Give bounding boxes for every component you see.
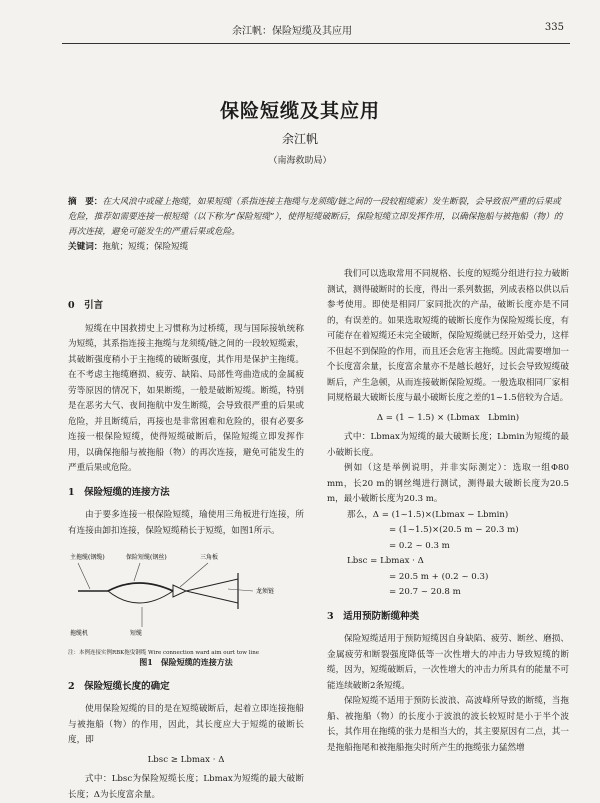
calc-line: = 20.7 ~ 20.8 m — [389, 587, 461, 597]
calc-line: = (1~1.5)×(20.5 m − 20.3 m) — [389, 525, 519, 535]
label-short: 短缆 — [130, 630, 143, 637]
calc-line: = 0.2 ~ 0.3 m — [389, 540, 450, 551]
equation: Δ = (1 ~ 1.5) × (Lbmax Lbmin) — [376, 412, 520, 423]
header-rule — [62, 43, 570, 44]
section-heading: 3 适用预防断缆种类 — [327, 610, 420, 622]
calc-line: = 20.5 m + (0.2 ~ 0.3) — [389, 571, 489, 582]
abstract — [68, 195, 568, 240]
paragraph: 例如（这是举例说明，并非实际测定）：选取一组Φ80 mm，长20 m的钢丝绳进行测试，测得最大破断长度为20.5 m，最小破断长度为20.3 m。 — [327, 463, 569, 504]
leader-line — [134, 563, 140, 581]
figure-1 — [68, 543, 304, 656]
keywords-text: 拖航；短缆；保险短缆 — [102, 242, 189, 252]
label-winch: 拖缆机 — [70, 630, 89, 637]
abstract-text: 在大风浪中或碰上拖缆，如果短缆（系指连接主拖缆与龙须缆/链之间的一段较粗缆索）发生断裂，会导致很严重的后果或危险，推荐如需要连接一根短缆（以下称为“保险短缆”），使得短缆破断后，保险短缆立即发挥作用，以确保拖船与被拖船（物）的再次连接，避免可能发生的严重后果或危险。 — [68, 197, 563, 237]
paragraph: 使用保险短缆的目的是在短缆破断后，起着立即连接拖船与被拖船（物）的作用，因此，其长度应大于短缆的破断长度，即 — [68, 704, 304, 745]
leader-line — [180, 563, 208, 587]
paragraph: 保险短缆适用于预防短缆因自身缺陷、疲劳、断丝、磨损、金属疲劳和断裂强度降低等一次性增大的冲击力导致短缆的断缆，因为，短缆破断后，一次性增大的冲击力所具有的能量不可能连续破断2条短缆。 — [327, 634, 569, 691]
right-column — [327, 267, 569, 756]
label-chain: 龙须链 — [256, 588, 275, 595]
keywords — [68, 240, 568, 252]
paragraph: 短缆在中国救捞史上习惯称为过桥缆，现与国际接轨统称为短缆，其系指连接主拖缆与龙须缆/链之间的一段较短缆索，其破断强度稍小于主拖缆的破断强度，其作用是保护主拖缆。在不考虑主拖缆磨损、疲劳、缺陷、局部性弯曲造成的金属疲劳等原因的情况下，如果断缆，一般是破断短缆。断缆，特别是在恶劣大气、夜间拖航中发生断缆，会导致很严重的后果或危险，并且断缆后，再接也是非常困难和危险的，很有必要多连接一根保险短缆，使得短缆破断后，保险短缆立即发挥作用，以确保拖船与被拖船（物）的再次连接，避免可能发生的严重后果或危险。 — [68, 323, 304, 473]
leader-line — [228, 589, 253, 591]
figure-diagram — [68, 543, 304, 639]
paper-title: 保险短缆及其应用 — [219, 100, 380, 122]
author: 余江帆 — [281, 132, 318, 146]
calc-line: Lbsc = Lbmax · Δ — [347, 556, 424, 566]
running-header — [0, 20, 600, 38]
label-main: 主拖缆(钢缆) — [70, 554, 105, 561]
left-column — [68, 290, 304, 803]
keywords-label: 关键词： — [68, 242, 103, 252]
paragraph: 由于要多连接一根保险短缆，瑜使用三角板进行连接，所有连接由卸扣连接，保险短缆稍长于短缆，如图1所示。 — [68, 510, 304, 536]
calc-line: 那么，Δ = (1~1.5)×(Lbmax − Lbmin) — [347, 509, 509, 520]
abstract-label: 摘 要： — [68, 197, 103, 207]
triangle-plate — [173, 585, 186, 597]
page-number: 335 — [544, 22, 564, 33]
affiliation: （南海救助局） — [268, 156, 332, 166]
section-heading: 2 保险短缆长度的确定 — [68, 680, 170, 692]
safety-short-line — [108, 591, 173, 603]
label-safety: 保险短缆(钢丝) — [126, 554, 167, 561]
paragraph: 式中：Lbsc为保险短缆长度；Lbmax为短缆的最大破断长度；Δ为长度富余量。 — [68, 774, 304, 800]
paragraph: 我们可以选取常用不同规格、长度的短缆分组进行拉力破断测试，测得破断时的长度，得出一系列数据，列成表格以供以后参考使用。即使是相同厂家同批次的产品，破断长度亦是不同的，有误差的。如果选取短缆的破断长度作为保险短缆长度，有可能存在着短缆还未完全破断，保险短缆就已经开始受力，这样不但起不到保险的作用，而且还会危害主拖缆。因此需要增加一个长度富余量，长度富余量亦不是越长越好，过长会导致短缆破断后，产生急顿，从而连接破断保险短缆。一般选取相同厂家相同规格最大破断长度与最小破断长度之差的1~1.5倍较为合适。 — [327, 269, 569, 403]
bridle-chain-lower — [186, 591, 238, 603]
leader-line — [78, 563, 90, 589]
section-heading: 0 引言 — [68, 300, 104, 311]
equation: Lbsc ≥ Lbmax · Δ — [147, 754, 225, 765]
figure-caption: 图1 保险短缆的连接方法 — [139, 657, 233, 667]
paragraph: 式中：Lbmax为短缆的最大破断长度；Lbmin为短缆的最小破断长度。 — [327, 432, 569, 458]
short-line — [108, 583, 173, 591]
paragraph: 保险短缆不适用于预防长波浪、高波峰所导致的断缆，当拖船、被拖船（物）的长度小于波浪的波长较短时是小于半个波长，其作用在拖缆的张力是相当大的，其主要原因有二点，其一是拖船拖尾和被拖船拖尖时所产生的拖缆张力猛然增 — [327, 696, 569, 753]
section-heading: 1 保险短缆的连接方法 — [68, 486, 170, 498]
running-header-title: 余江帆：保险短缆及其应用 — [232, 26, 352, 37]
label-triangle: 三角板 — [200, 554, 219, 561]
figure-note: 注：本例连接实例RBK拖曳钢缆 Wire connection ward aim ourt tow line — [68, 649, 259, 656]
